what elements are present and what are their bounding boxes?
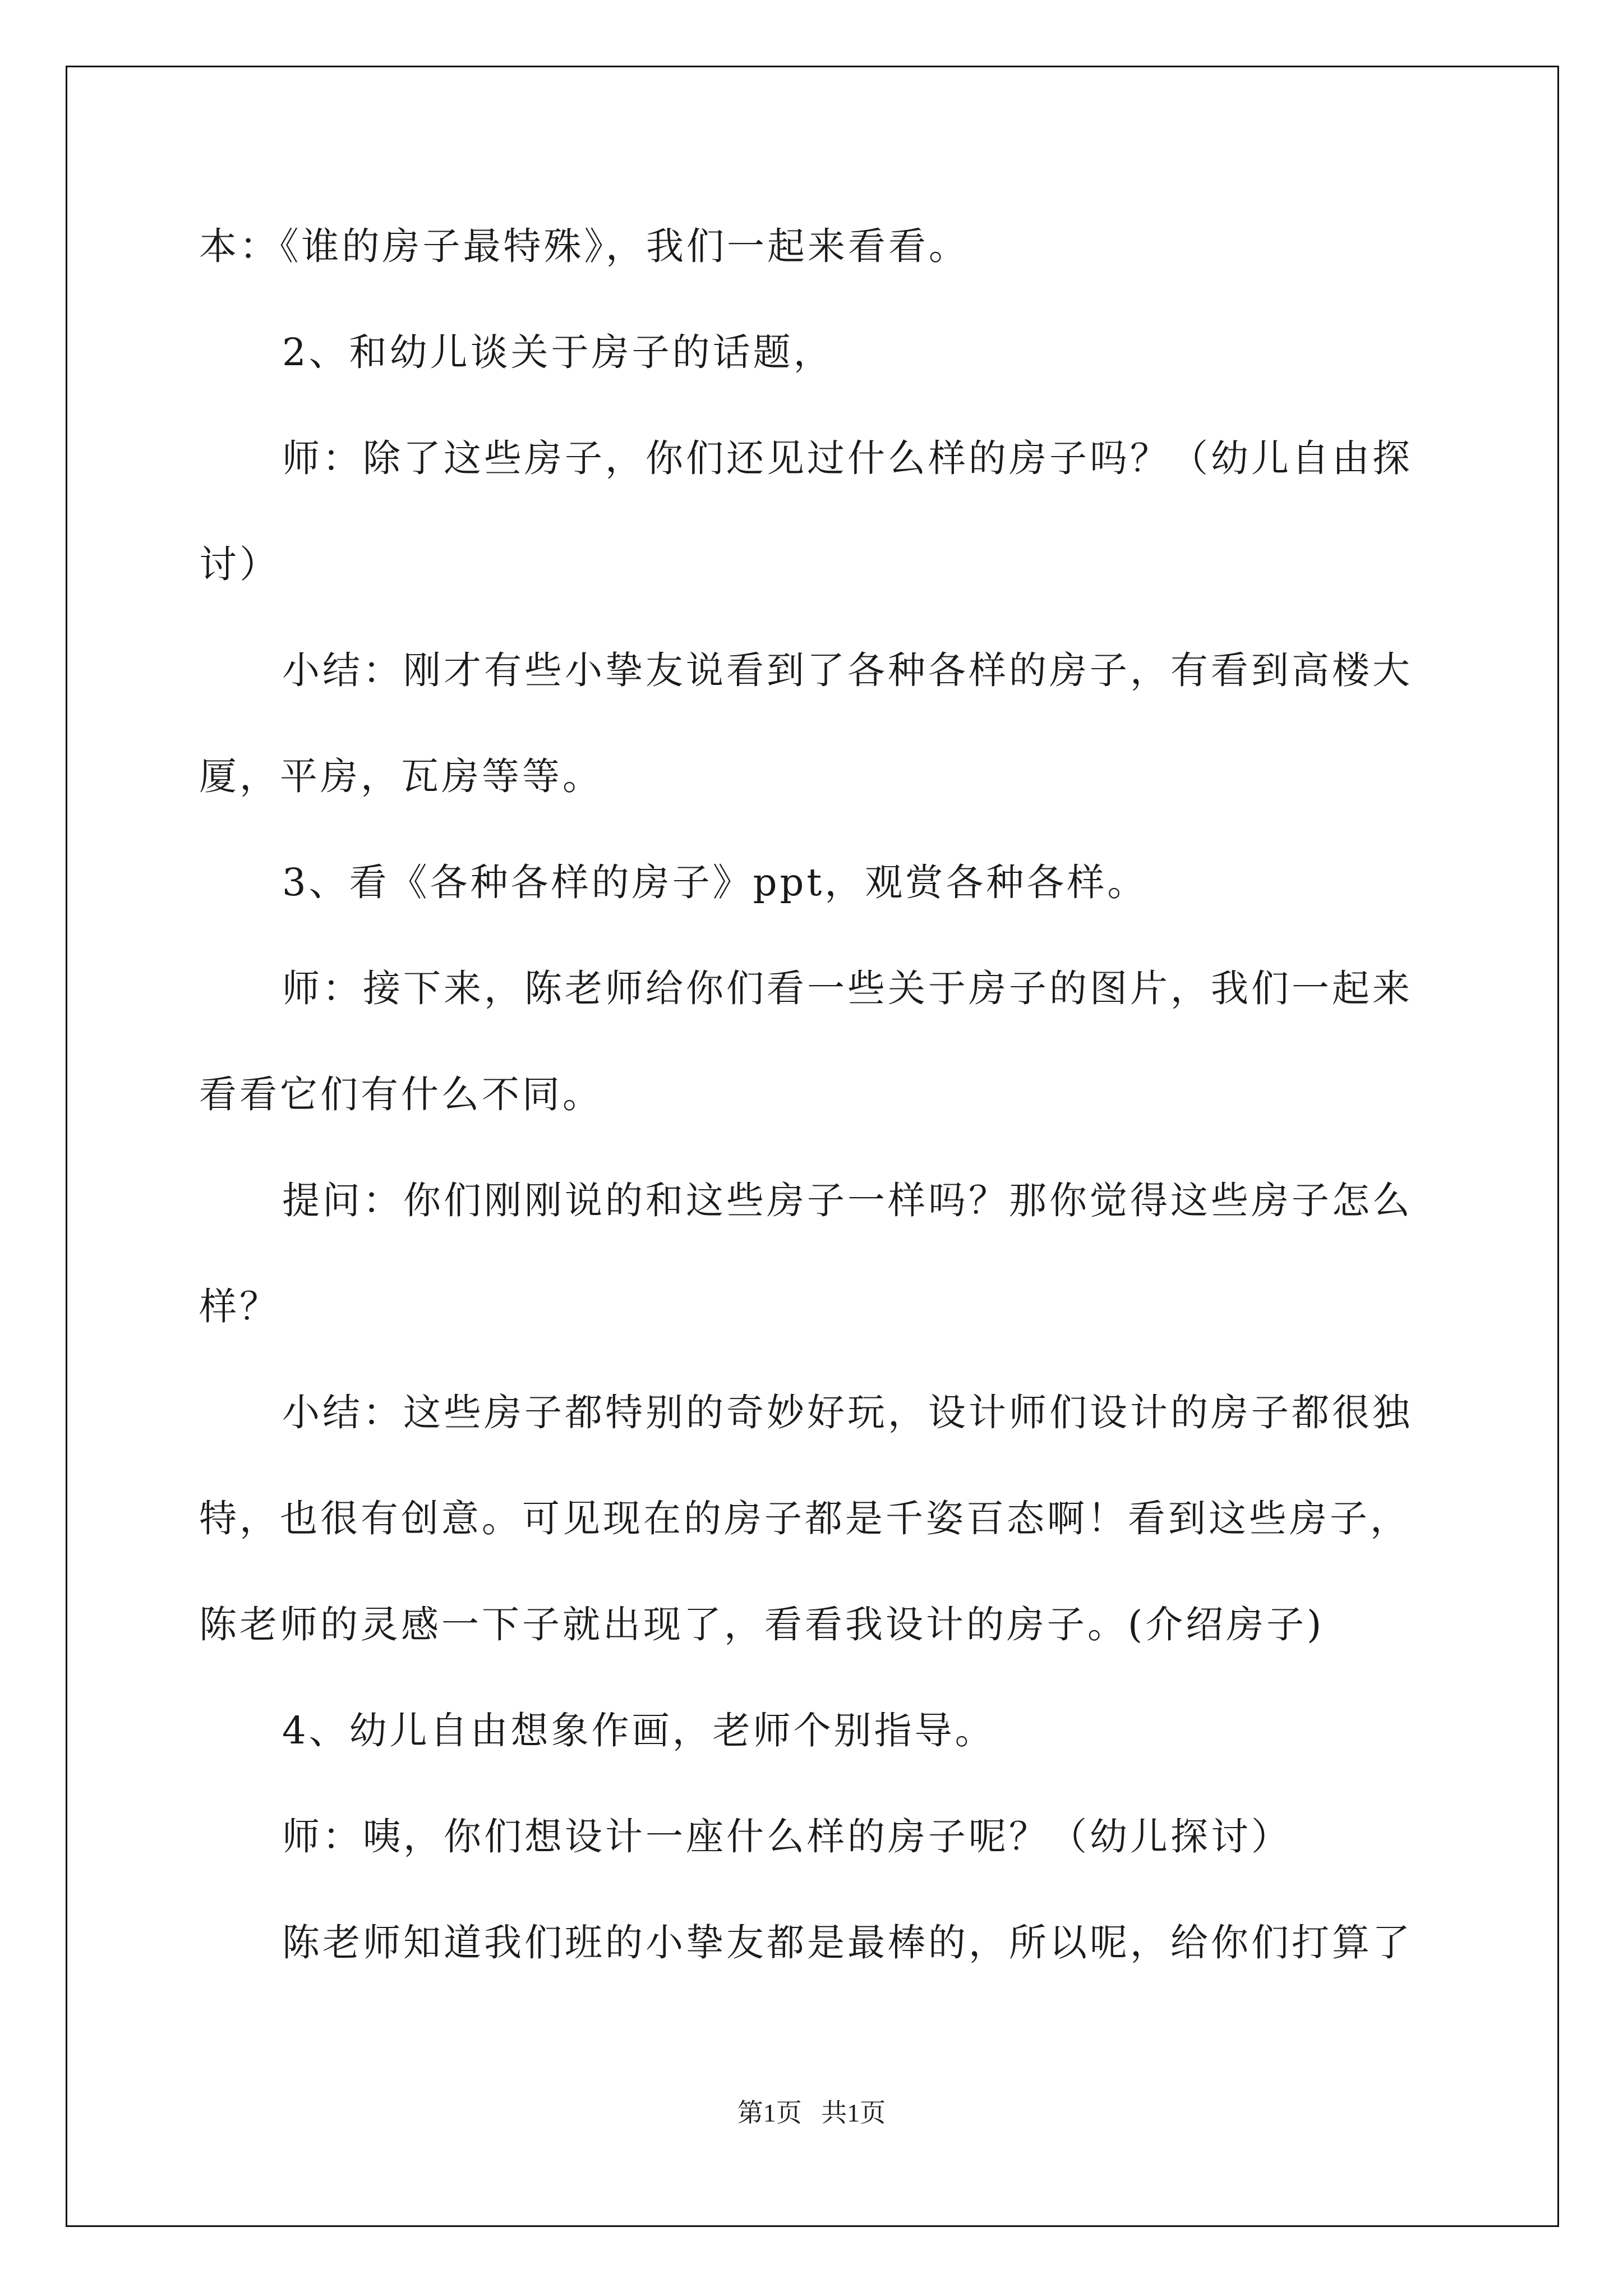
- paragraph: 2、和幼儿谈关于房子的话题，: [282, 330, 834, 374]
- paragraph: 小结：这些房子都特别的奇妙好玩，设计师们设计的房子都很独特，也很有创意。可见现在的房子都是千姿百态啊！看到这些房子，陈老师的灵感一下子就出现了，看看我设计的房子。(介绍房子): [199, 1391, 1413, 1646]
- paragraph: 本：《谁的房子最特殊》，我们一起来看看。: [199, 224, 969, 268]
- page-footer: [0, 2092, 1623, 2129]
- paragraph: 小结：刚才有些小挚友说看到了各种各样的房子，有看到高楼大厦，平房，瓦房等等。: [199, 648, 1413, 798]
- paragraph: 3、看《各种各样的房子》ppt，观赏各种各样。: [282, 861, 1148, 904]
- paragraph: 提问：你们刚刚说的和这些房子一样吗？那你觉得这些房子怎么样？: [199, 1179, 1413, 1328]
- footer-spacer: [802, 2099, 822, 2127]
- page-total: 共1页: [821, 2099, 886, 2127]
- paragraph: 师：接下来，陈老师给你们看一些关于房子的图片，我们一起来看看它们有什么不同。: [199, 967, 1413, 1116]
- document-body: [199, 194, 1438, 1996]
- paragraph: 4、幼儿自由想象作画，老师个别指导。: [282, 1709, 995, 1752]
- page-number: 第1页: [737, 2099, 802, 2127]
- paragraph: 陈老师知道我们班的小挚友都是最棒的，所以呢，给你们打算了: [282, 1921, 1413, 1964]
- paragraph: 师：咦，你们想设计一座什么样的房子呢？（幼儿探讨）: [282, 1815, 1292, 1858]
- paragraph: 师：除了这些房子，你们还见过什么样的房子吗？（幼儿自由探讨）: [199, 436, 1413, 586]
